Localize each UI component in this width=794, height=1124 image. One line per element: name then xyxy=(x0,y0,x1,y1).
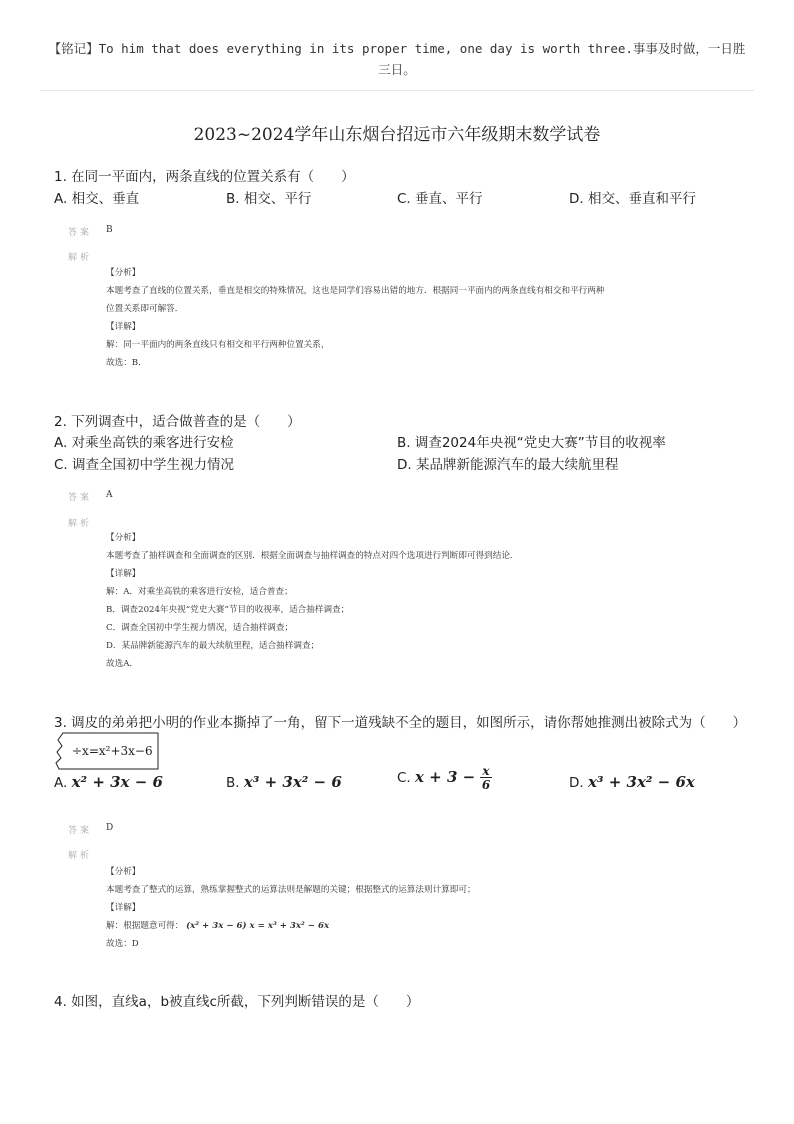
answer-label: 答案 xyxy=(68,228,93,238)
question-1-answer: B xyxy=(106,225,113,235)
question-1-option-a[interactable]: A. 相交、垂直 xyxy=(54,191,140,207)
question-2-analysis-line: C．调查全国初中学生视力情况，适合抽样调查； xyxy=(106,623,294,633)
question-2-answer: A xyxy=(106,490,113,500)
question-3-answer: D xyxy=(106,823,114,833)
question-3-analysis-line: 本题考查了整式的运算，熟练掌握整式的运算法则是解题的关键；根据整式的运算法则计算即可； xyxy=(106,885,476,895)
question-2-analysis-line: 【分析】 xyxy=(106,533,141,543)
question-1-analysis-line: 本题考查了直线的位置关系，垂直是相交的特殊情况，这也是同学们容易出错的地方．根据同一平面内的两条直线有相交和平行两种 xyxy=(106,286,605,296)
question-4-stem: 4. 如图，直线a，b被直线c所截，下列判断错误的是（ ） xyxy=(54,994,420,1010)
question-2-option-c[interactable]: C. 调查全国初中学生视力情况 xyxy=(54,457,235,473)
option-math: x + 3 − xyxy=(415,768,481,786)
question-2-analysis-line: 故选A． xyxy=(106,659,138,669)
answer-label: 答案 xyxy=(68,826,93,836)
fraction-denominator: 6 xyxy=(481,778,491,792)
question-1-analysis-line: 故选：B． xyxy=(106,358,147,368)
option-letter: B. xyxy=(226,775,240,791)
torn-figure-expression: ÷x=x²+3x−6 xyxy=(72,744,153,758)
motto xyxy=(40,38,754,80)
option-letter: C. xyxy=(397,770,411,786)
header-divider xyxy=(40,90,754,91)
motto-line-1: 【铭记】To him that does everything in its proper time, one day is worth three.事事及时做，一日胜 xyxy=(48,41,746,56)
question-1-analysis-line: 【分析】 xyxy=(106,268,141,278)
question-3-option-a[interactable] xyxy=(54,773,163,791)
question-2-analysis-line: 解：A．对乘坐高铁的乘客进行安检，适合普查； xyxy=(106,587,293,597)
option-math: x² + 3x − 6 xyxy=(71,773,163,791)
question-1-option-c[interactable]: C. 垂直、平行 xyxy=(397,191,483,207)
analysis-label: 解析 xyxy=(68,253,93,263)
question-1-stem: 1. 在同一平面内，两条直线的位置关系有（ ） xyxy=(54,169,355,185)
question-2-analysis-line: B．调查2024年央视“党史大赛”节目的收视率，适合抽样调查； xyxy=(106,605,350,615)
question-1-analysis-line: 【详解】 xyxy=(106,322,141,332)
question-1-analysis-line: 位置关系即可解答． xyxy=(106,304,184,314)
question-2-stem: 2. 下列调查中，适合做普查的是（ ） xyxy=(54,414,301,430)
analysis-label: 解析 xyxy=(68,851,93,861)
question-3-stem: 3. 调皮的弟弟把小明的作业本撕掉了一角，留下一道残缺不全的题目，如图所示，请你帮她推测出被除式为（ ） xyxy=(54,715,747,731)
question-3-option-d[interactable] xyxy=(569,773,695,791)
question-1-option-b[interactable]: B. 相交、平行 xyxy=(226,191,312,207)
question-2-option-d[interactable]: D. 某品牌新能源汽车的最大续航里程 xyxy=(397,457,619,473)
option-letter: A. xyxy=(54,775,68,791)
answer-label: 答案 xyxy=(68,493,93,503)
question-1-analysis-line: 解：同一平面内的两条直线只有相交和平行两种位置关系， xyxy=(106,340,330,350)
question-2-analysis-line: 【详解】 xyxy=(106,569,141,579)
question-3-option-b[interactable] xyxy=(226,773,342,791)
option-letter: D. xyxy=(569,775,584,791)
question-3-analysis-line: 【分析】 xyxy=(106,867,141,877)
question-3-analysis-line xyxy=(106,920,329,932)
question-1-option-d[interactable]: D. 相交、垂直和平行 xyxy=(569,191,696,207)
option-math: x³ + 3x² − 6x xyxy=(587,773,695,791)
analysis-text: 解：根据题意可得： xyxy=(106,921,184,931)
fraction-numerator: x xyxy=(482,764,490,778)
option-math: x³ + 3x² − 6 xyxy=(243,773,342,791)
page-title: 2023~2024学年山东烟台招远市六年级期末数学试卷 xyxy=(193,125,601,145)
question-2-analysis-line: D．某品牌新能源汽车的最大续航里程，适合抽样调查； xyxy=(106,641,320,651)
motto-line-2: 三日。 xyxy=(378,62,416,77)
question-2-option-a[interactable]: A. 对乘坐高铁的乘客进行安检 xyxy=(54,435,234,451)
question-3-analysis-line: 故选：D xyxy=(106,939,139,949)
question-3-option-c[interactable] xyxy=(397,765,492,791)
question-2-analysis-line: 本题考查了抽样调查和全面调查的区别．根据全面调查与抽样调查的特点对四个选项进行判断即可得到结论． xyxy=(106,551,519,561)
analysis-formula: (x² + 3x − 6) x = x³ + 3x² − 6x xyxy=(186,921,330,931)
fraction xyxy=(480,765,491,791)
question-3-analysis-line: 【详解】 xyxy=(106,903,141,913)
analysis-label: 解析 xyxy=(68,519,93,529)
question-2-option-b[interactable]: B. 调查2024年央视“党史大赛”节目的收视率 xyxy=(397,435,666,451)
